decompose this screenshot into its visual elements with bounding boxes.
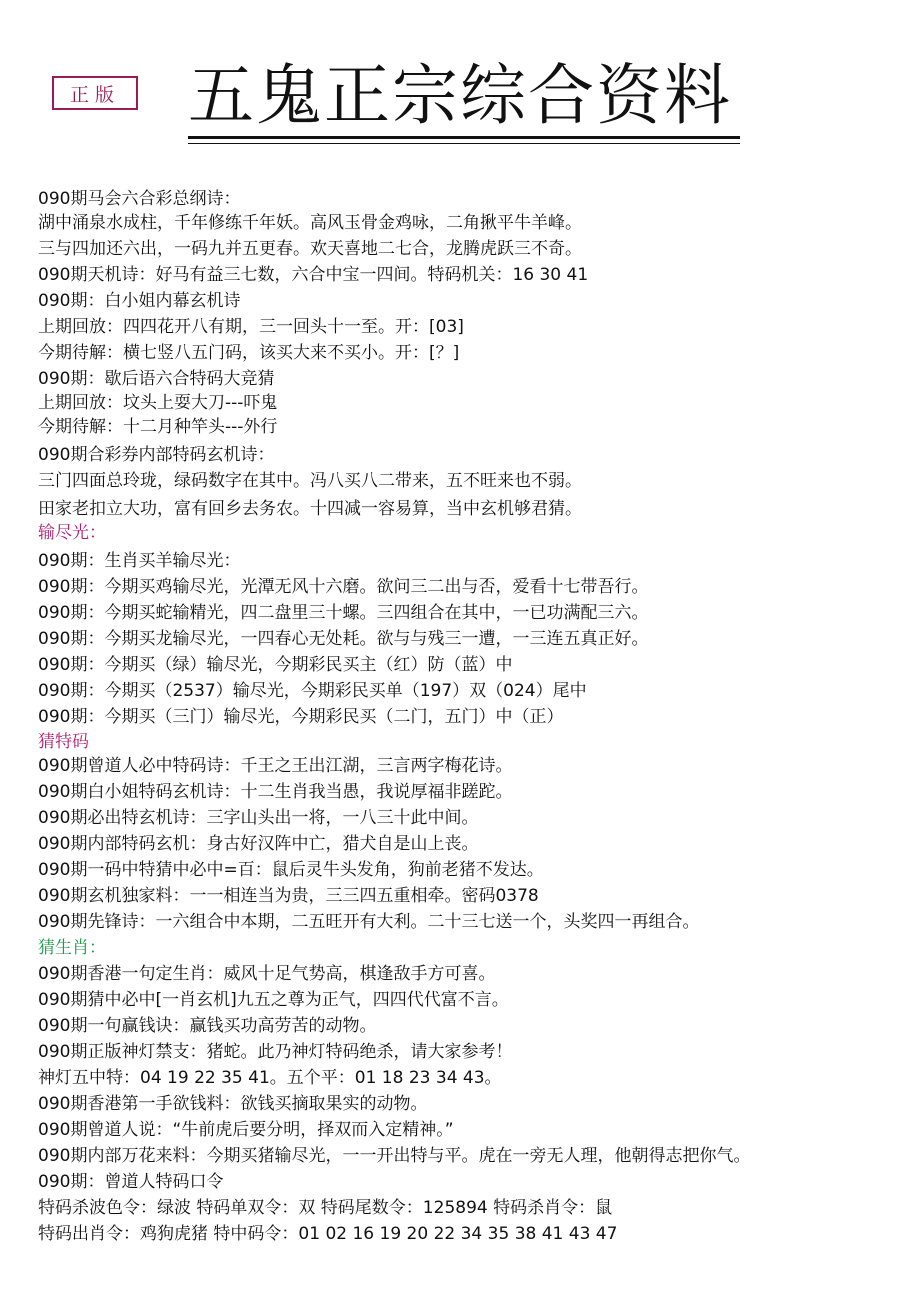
text-line: 三门四面总玲珑，绿码数字在其中。冯八买八二带来，五不旺来也不弱。 [38, 471, 582, 491]
text-line: 今期待解：横七竖八五门码，该买大来不买小。开：[？] [38, 343, 460, 363]
text-line: 090期猜中必中[一肖玄机]九五之尊为正气，四四代代富不言。 [38, 990, 509, 1010]
text-line: 特码杀波色令：绿波 特码单双令：双 特码尾数令：125894 特码杀肖令：鼠 [38, 1198, 613, 1218]
text-line: 090期曾道人说：“牛前虎后要分明，择双而入定精神。” [38, 1120, 454, 1140]
section-heading-guess-zodiac: 猜生肖： [38, 938, 106, 958]
text-line: 090期内部特码玄机：身古好汉阵中亡，猎犬自是山上丧。 [38, 834, 479, 854]
title-underline-thick [188, 136, 740, 139]
text-line: 090期曾道人必中特码诗：千王之王出江湖，三言两字梅花诗。 [38, 756, 513, 776]
text-line: 090期：今期买蛇输精光，四二盘里三十螺。三四组合在其中，一已功满配三六。 [38, 603, 649, 623]
text-line: 090期一码中特猜中必中=百：鼠后灵牛头发角，狗前老猪不发达。 [38, 860, 544, 880]
text-line: 090期一句赢钱诀：赢钱买功高劳苦的动物。 [38, 1016, 377, 1036]
text-line: 090期：歇后语六合特码大竞猜 [38, 369, 275, 389]
title-underline-thin [188, 143, 740, 144]
text-line: 090期正版神灯禁支：猪蛇。此乃神灯特码绝杀，请大家参考！ [38, 1042, 513, 1062]
text-line: 090期：今期买鸡输尽光，光潭无风十六磨。欲问三二出与否，爱看十七带吾行。 [38, 577, 649, 597]
text-line: 090期香港一句定生肖：威风十足气势高，棋逢敌手方可喜。 [38, 964, 496, 984]
text-line: 090期：白小姐内幕玄机诗 [38, 291, 241, 311]
text-line: 090期：今期买（绿）输尽光，今期彩民买主（红）防（蓝）中 [38, 655, 513, 675]
text-line: 090期：生肖买羊输尽光： [38, 551, 241, 571]
text-line: 090期内部万花来料：今期买猪输尽光，一一开出特与平。虎在一旁无人理，他朝得志把你气。 [38, 1146, 751, 1166]
section-heading-lose-all: 输尽光： [38, 523, 106, 543]
text-line: 090期玄机独家料：一一相连当为贵，三三四五重相牵。密码0378 [38, 886, 539, 906]
text-line: 今期待解：十二月种竿头---外行 [38, 417, 278, 437]
text-line: 湖中涌泉水成柱，千年修练千年妖。高风玉骨金鸡咏，二角揪平牛羊峰。 [38, 213, 582, 233]
text-line: 090期合彩券内部特码玄机诗： [38, 445, 275, 465]
page-title: 五鬼正宗综合资料 [188, 57, 732, 134]
text-line: 090期：曾道人特码口令 [38, 1172, 224, 1192]
text-line: 田家老扣立大功，富有回乡去务农。十四减一容易算，当中玄机够君猜。 [38, 499, 582, 519]
text-line: 090期必出特玄机诗：三字山头出一将，一八三十此中间。 [38, 808, 479, 828]
text-line: 090期天机诗：好马有益三七数，六合中宝一四间。特码机关：16 30 41 [38, 265, 589, 285]
section-heading-guess-code: 猜特码 [38, 732, 89, 752]
text-line: 神灯五中特：04 19 22 35 41。五个平：01 18 23 34 43。 [38, 1068, 502, 1088]
official-version-badge: 正版 [52, 76, 138, 110]
text-line: 090期：今期买龙输尽光，一四春心无处耗。欲与与残三一遭，一三连五真正好。 [38, 629, 649, 649]
text-line: 上期回放：四四花开八有期，三一回头十一至。开：[03] [38, 317, 464, 337]
text-line: 三与四加还六出，一码九并五更春。欢天喜地二七合，龙腾虎跃三不奇。 [38, 239, 582, 259]
text-line: 090期香港第一手欲钱料：欲钱买摘取果实的动物。 [38, 1094, 428, 1114]
text-line: 090期先锋诗：一六组合中本期，二五旺开有大利。二十三七送一个，头奖四一再组合。 [38, 912, 700, 932]
text-line: 090期马会六合彩总纲诗： [38, 189, 241, 209]
text-line: 090期：今期买（三门）输尽光，今期彩民买（二门，五门）中（正） [38, 707, 564, 727]
text-line: 090期白小姐特码玄机诗：十二生肖我当愚，我说厚福非蹉跎。 [38, 782, 513, 802]
text-line: 090期：今期买（2537）输尽光，今期彩民买单（197）双（024）尾中 [38, 681, 587, 701]
text-line: 特码出肖令：鸡狗虎猪 特中码令：01 02 16 19 20 22 34 35 38 41 43 47 [38, 1224, 618, 1244]
text-line: 上期回放：坟头上耍大刀---吓鬼 [38, 393, 278, 413]
